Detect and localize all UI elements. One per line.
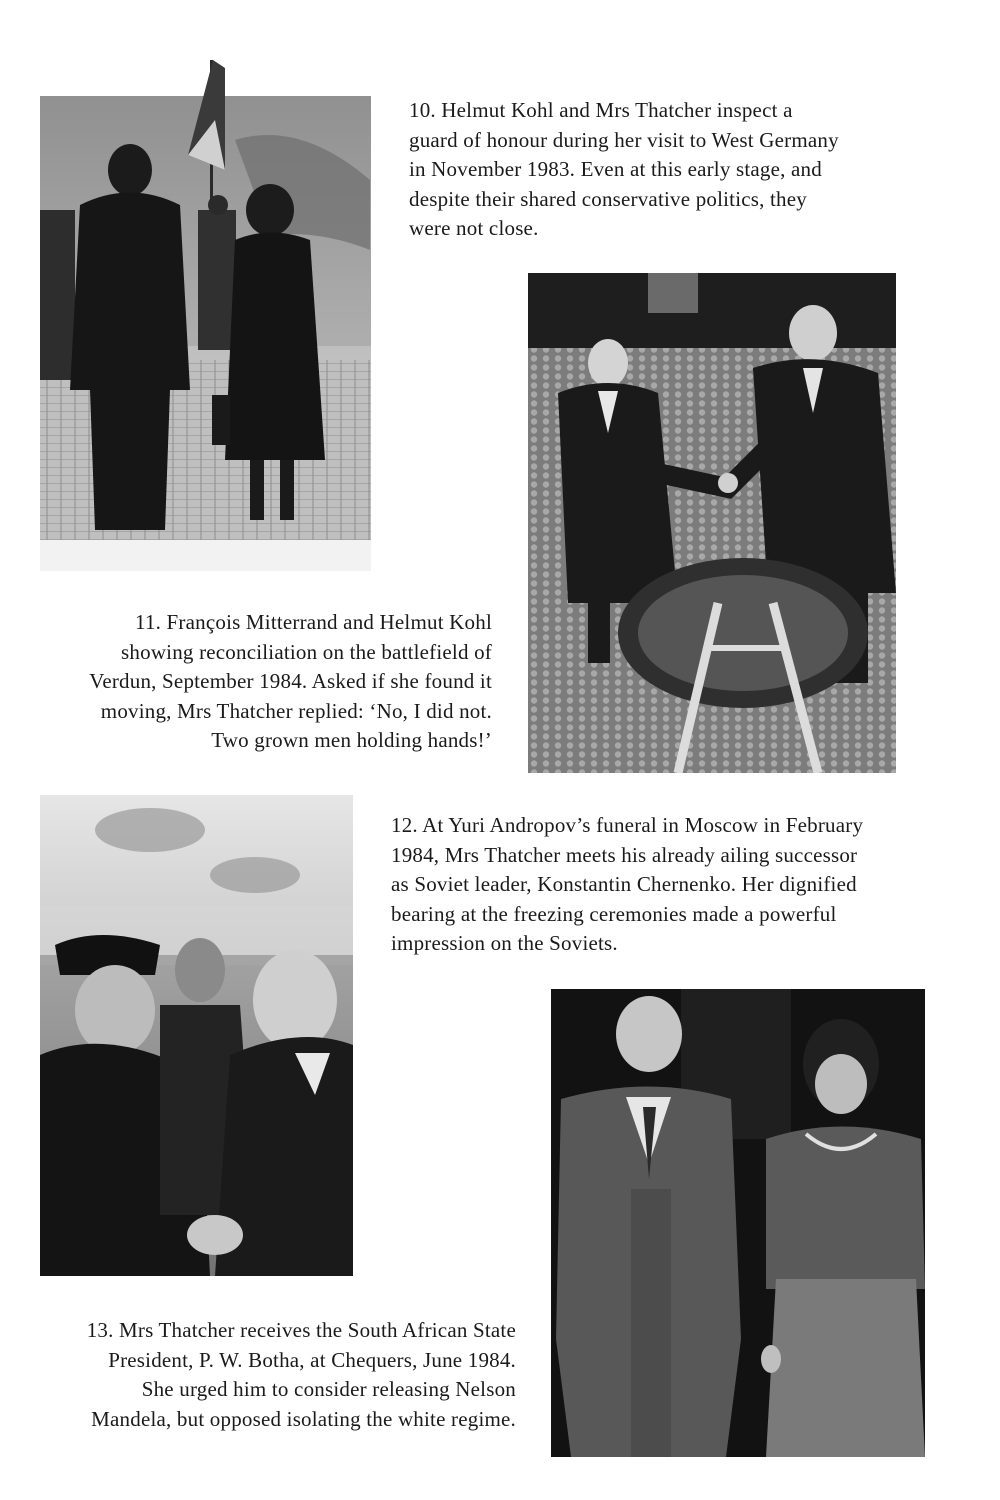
caption-12 — [391, 811, 863, 959]
caption-line: Mandela, but opposed isolating the white regime. — [91, 1406, 516, 1431]
photo-thatcher-botha-chequers — [551, 989, 925, 1457]
photo-thatcher-chernenko-moscow — [40, 795, 353, 1276]
caption-line: Verdun, September 1984. Asked if she found it — [89, 669, 492, 693]
caption-line: were not close. — [409, 216, 539, 240]
caption-line: guard of honour during her visit to West Germany — [409, 127, 839, 152]
caption-line: impression on the Soviets. — [391, 931, 618, 955]
photo-12-image — [40, 795, 353, 1276]
caption-line: President, P. W. Botha, at Chequers, June 1984. — [108, 1347, 516, 1372]
caption-line: 12. At Yuri Andropov’s funeral in Moscow in February — [391, 813, 864, 837]
caption-line: showing reconciliation on the battlefield of — [121, 639, 492, 664]
caption-line: She urged him to consider releasing Nelson — [141, 1377, 516, 1401]
photo-kohl-thatcher-guard-of-honour — [40, 60, 371, 571]
caption-line: bearing at the freezing ceremonies made a powerful — [391, 901, 837, 926]
caption-line: in November 1983. Even at this early stage, and — [409, 157, 822, 181]
caption-line: 1984, Mrs Thatcher meets his already ailing successor — [391, 842, 858, 867]
caption-line: moving, Mrs Thatcher replied: ‘No, I did not. — [100, 698, 492, 723]
caption-line: despite their shared conservative politics, they — [409, 186, 807, 211]
caption-13 — [40, 1316, 516, 1434]
caption-line: Two grown men holding hands!’ — [211, 728, 492, 752]
caption-line: 11. François Mitterrand and Helmut Kohl — [135, 610, 492, 634]
caption-line: as Soviet leader, Konstantin Chernenko. Her dignified — [391, 872, 857, 896]
caption-line: 13. Mrs Thatcher receives the South African State — [86, 1318, 516, 1342]
photo-13-image — [551, 989, 925, 1457]
photo-mitterrand-kohl-verdun — [528, 273, 896, 773]
photo-11-image — [528, 273, 896, 773]
caption-11 — [40, 608, 492, 756]
caption-10 — [409, 96, 839, 244]
caption-line: 10. Helmut Kohl and Mrs Thatcher inspect a — [409, 98, 793, 122]
photo-10-image — [40, 60, 371, 571]
